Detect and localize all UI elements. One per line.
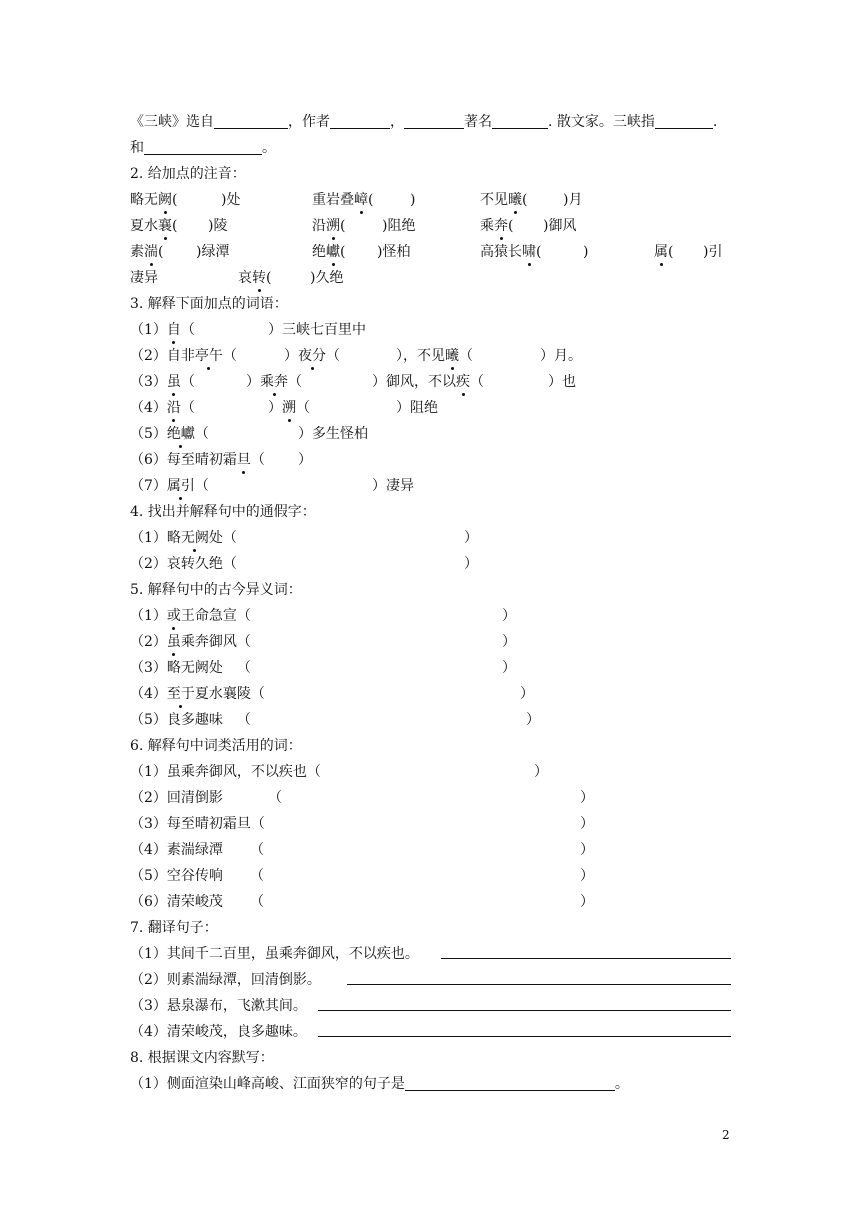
- intro-line-1: 《三峡》选自 ，作者 ， 著名 . 散文家。三峡指 .: [130, 114, 718, 130]
- q5-item-1: （1）或王命急宣（: [130, 608, 251, 624]
- q4-item-2: （2）哀转久绝（: [130, 556, 237, 572]
- q5-item-3: （3）略无阙处 （: [130, 660, 251, 676]
- q2-r4-item2: 哀转(: [238, 270, 272, 286]
- q2-r1-item2: 重岩叠嶂(: [312, 192, 374, 208]
- q7-answer-line-4[interactable]: [318, 1022, 731, 1037]
- q8-answer-line-1[interactable]: [405, 1076, 615, 1091]
- q7-item-4: （4）清荣峻茂，良多趣味。: [130, 1024, 307, 1040]
- blank-author[interactable]: [330, 114, 390, 129]
- q7-item-3: （3）悬泉瀑布，飞漱其间。: [130, 998, 307, 1014]
- q2-r3-item4: 属(: [654, 244, 674, 260]
- q3-item-6: （6）每至晴初霜旦（: [130, 452, 265, 468]
- q3-item-7: （7）属引（: [130, 478, 209, 494]
- blank-gorge-2[interactable]: [144, 140, 262, 155]
- q5-item-2: （2）虽乘奔御风（: [130, 634, 251, 650]
- q4-heading: 4. 找出并解释句中的通假字：: [130, 504, 316, 520]
- q2-r3-item1: 素湍(: [130, 244, 164, 260]
- q3-item-5: （5）绝巘（: [130, 426, 209, 442]
- q7-item-1: （1）其间千二百里，虽乘奔御风，不以疾也。: [130, 946, 419, 962]
- q5-item-4: （4）至于夏水襄陵（: [130, 686, 265, 702]
- q2-r1-item1: 略无阙(: [130, 192, 178, 208]
- q2-r2-item2: 沿溯(: [312, 218, 346, 234]
- q2-heading: 2. 给加点的注音：: [130, 166, 246, 182]
- q7-answer-line-1[interactable]: [441, 944, 731, 959]
- q5-heading: 5. 解释句中的古今异义词：: [130, 582, 302, 598]
- q2-r3-item2: 绝巘(: [312, 244, 346, 260]
- q3-item-2: （2）自非亭午（: [130, 348, 237, 364]
- blank-gorge-1[interactable]: [655, 114, 713, 129]
- q7-item-2: （2）则素湍绿潭，回清倒影。: [130, 972, 321, 988]
- q3-item-3: （3）虽（: [130, 374, 195, 390]
- q3-item-1: （1）自（: [130, 322, 195, 338]
- q7-answer-line-3[interactable]: [318, 996, 731, 1011]
- q2-r3-item3: 高猿长啸(: [480, 244, 542, 260]
- q6-heading: 6. 解释句中词类活用的词：: [130, 738, 302, 754]
- q4-item-1: （1）略无阙处（: [130, 530, 237, 546]
- q6-item-6: （6）清荣峻茂: [130, 894, 223, 910]
- q2-r4-item1: 凄异: [130, 270, 158, 286]
- q7-answer-line-2[interactable]: [347, 970, 731, 985]
- q6-item-5: （5）空谷传响: [130, 868, 223, 884]
- page-number: 2: [722, 1128, 730, 1142]
- q3-item-4: （4）沿（: [130, 400, 195, 416]
- blank-source[interactable]: [214, 114, 288, 129]
- q2-r2-item3: 乘奔(: [480, 218, 514, 234]
- q8-heading: 8. 根据课文内容默写：: [130, 1050, 274, 1066]
- q2-r1-item3: 不见曦(: [480, 192, 528, 208]
- q7-heading: 7. 翻译句子：: [130, 920, 218, 936]
- q2-r2-item1: 夏水襄(: [130, 218, 178, 234]
- intro-line-2: 和 。: [130, 140, 276, 156]
- q6-item-3: （3）每至晴初霜旦（: [130, 816, 265, 832]
- q3-heading: 3. 解释下面加点的词语：: [130, 296, 288, 312]
- q6-item-4: （4）素湍绿潭: [130, 842, 223, 858]
- q8-item-1: （1）侧面渲染山峰高峻、江面狭窄的句子是 。: [130, 1076, 629, 1092]
- q6-item-2: （2）回清倒影: [130, 790, 223, 806]
- q5-item-5: （5）良多趣味 （: [130, 712, 251, 728]
- blank-field[interactable]: [492, 114, 548, 129]
- q6-item-1: （1）虽乘奔御风，不以疾也（: [130, 764, 321, 780]
- blank-dynasty[interactable]: [404, 114, 464, 129]
